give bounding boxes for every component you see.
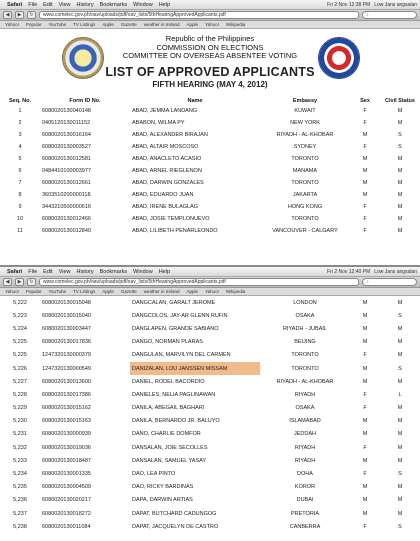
reload-button[interactable]: ↻ [27, 278, 36, 286]
browser-window-2 [0, 265, 420, 541]
col-civil-header: Civil Status [385, 98, 415, 104]
browser-toolbar [0, 10, 420, 21]
cell-form-id: 6080020130015162 [42, 405, 91, 412]
cell-form-id: 3603510200000118 [42, 192, 91, 198]
user-name[interactable]: Low Jans angsalan [374, 1, 417, 8]
col-sex-header: Sex [360, 98, 370, 104]
browser-window-1 [0, 0, 420, 265]
reload-button[interactable]: ↻ [27, 11, 36, 19]
table-row [0, 388, 420, 401]
cell-civil-status: M [397, 228, 403, 234]
cell-name: ABAD, JOSIE TEMPLONUEVO [132, 216, 210, 222]
cell-seq: 5,237 [13, 510, 27, 517]
cell-name: ABAD, LILIBETH PENARLEONDO [132, 228, 218, 234]
cell-embassy: PRETORIA [290, 510, 319, 517]
table-row [0, 309, 420, 322]
cell-name: DAPAT, BUTCHARD CADUNGOG [132, 510, 217, 517]
bookmark-item[interactable]: TV Listings [73, 289, 96, 294]
table-row [0, 296, 420, 309]
cell-sex: M [362, 484, 368, 491]
cell-sex: M [362, 339, 368, 346]
comelec-seal-icon [62, 37, 104, 79]
cell-form-id: 6080020130013600 [42, 378, 91, 385]
cell-name: ABAD, JEMMA LANDANG [132, 108, 198, 114]
cell-civil-status: M [397, 352, 403, 359]
back-button[interactable]: ◀ [3, 11, 12, 19]
cell-sex: M [362, 132, 368, 138]
cell-name: ABABON, WILMA PY [132, 120, 185, 126]
table-row [0, 349, 420, 362]
table-row [0, 428, 420, 441]
cell-name: DANILA, ABEGAIL BAGHARI [132, 405, 205, 412]
applicants-table-page1 [0, 97, 420, 237]
cell-seq: 5,230 [13, 418, 27, 425]
menu-window[interactable]: Window [133, 268, 153, 275]
forward-button[interactable]: ▶ [15, 11, 24, 19]
table-row [0, 177, 420, 189]
cell-sex: F [363, 204, 367, 210]
bookmark-item[interactable]: Apple [102, 289, 114, 294]
document-subtitle: FIFTH HEARING (MAY 4, 2012) [152, 79, 268, 89]
cell-seq: 5,224 [13, 325, 27, 332]
cell-embassy: TORONTO [291, 180, 319, 186]
header-commission: COMMISSION ON ELECTIONS [156, 42, 264, 52]
clock: Fri 2 Nov 12:38 PM [327, 1, 371, 8]
bookmark-item[interactable]: Yahoo! [5, 289, 19, 294]
applicants-table-page2 [0, 296, 420, 533]
col-name-header: Name [187, 98, 203, 104]
table-row [0, 507, 420, 520]
cell-embassy: KOROR [294, 484, 316, 491]
cell-seq: 5,229 [13, 405, 27, 412]
cell-embassy: TORONTO [291, 352, 319, 359]
cell-name: DANIZALAN, LOU JANSSEN MISSAM [130, 362, 260, 375]
cell-embassy: HONG KONG [287, 204, 323, 210]
cell-civil-status: M [397, 108, 403, 114]
table-row [0, 494, 420, 507]
cell-seq: 9 [18, 204, 22, 210]
cell-name: ABAD, ANACLETO ACASIO [132, 156, 202, 162]
cell-embassy: CANBERRA [289, 523, 321, 530]
cell-embassy: RIYADH - AL-KHOBAR [276, 378, 334, 385]
cell-form-id: 6080020130016164 [42, 132, 91, 138]
table-row [0, 225, 420, 237]
cell-sex: M [362, 192, 368, 198]
cell-embassy: TORONTO [291, 156, 319, 162]
cell-embassy: RIYADH - JUBAIL [283, 325, 327, 332]
table-body-page1 [0, 105, 420, 237]
document-header [0, 29, 420, 97]
cell-embassy: RIYADH - AL-KHOBAR [276, 132, 334, 138]
menu-history[interactable]: History [76, 268, 94, 275]
cell-seq: 8 [18, 192, 22, 198]
menu-help[interactable]: Help [158, 1, 170, 8]
cell-civil-status: M [397, 299, 403, 306]
cell-sex: F [363, 216, 367, 222]
cell-form-id: 6080020130012661 [42, 180, 91, 186]
cell-seq: 5,226 [13, 365, 27, 372]
cell-civil-status: M [397, 484, 403, 491]
cell-seq: 2 [18, 120, 22, 126]
oav-logo-icon [318, 37, 360, 79]
cell-seq: 5,225 [13, 352, 27, 359]
back-button[interactable]: ◀ [3, 278, 12, 286]
cell-civil-status: M [397, 120, 403, 126]
user-name[interactable]: Low Jans angsalan [374, 268, 417, 275]
cell-name: DANGO, NORMAN PLARAS [132, 339, 203, 346]
cell-sex: F [363, 228, 367, 234]
table-row [0, 129, 420, 141]
cell-seq: 7 [18, 180, 22, 186]
cell-seq: 5,238 [13, 523, 27, 530]
cell-sex: F [363, 108, 367, 114]
table-row [0, 441, 420, 454]
cell-sex: M [362, 418, 368, 425]
cell-name: DANSALAN, SAMUEL YASAY [132, 457, 207, 464]
col-embassy-header: Embassy [292, 98, 318, 104]
cell-form-id: 6080020130040148 [42, 108, 91, 114]
bookmark-item[interactable]: Apple [186, 22, 198, 27]
col-form-header: Form ID No. [69, 98, 101, 104]
cell-name: DANGCALAN, GARALT JEROME [132, 299, 216, 306]
cell-civil-status: M [397, 431, 403, 438]
cell-form-id: 6080020130019036 [42, 444, 91, 451]
cell-form-id: 6080020130015048 [42, 299, 91, 306]
cell-name: DAPAT, JACQUELYN DE CASTRO [132, 523, 219, 530]
cell-embassy: TORONTO [291, 365, 319, 372]
cell-form-id: 6080020130012466 [42, 216, 91, 222]
cell-civil-status: S [398, 312, 402, 319]
cell-civil-status: M [397, 339, 403, 346]
cell-name: DANILA, BERNARDO JR. BALUYO [132, 418, 220, 425]
menu-history[interactable]: History [76, 1, 94, 8]
cell-sex: M [362, 312, 368, 319]
menu-view[interactable]: View [58, 1, 71, 8]
cell-seq: 1 [18, 108, 22, 114]
bookmark-item[interactable]: Popular [25, 22, 42, 27]
cell-civil-status: S [398, 144, 402, 150]
menu-bookmarks[interactable]: Bookmarks [99, 1, 128, 8]
bookmark-item[interactable]: Gazette [120, 289, 137, 294]
cell-embassy: RIYADH [294, 444, 316, 451]
cell-embassy: KUWAIT [294, 108, 316, 114]
cell-seq: 5,227 [13, 378, 27, 385]
cell-form-id: 1247320130000379 [42, 352, 91, 359]
table-row [0, 415, 420, 428]
cell-form-id: 6080020130000939 [42, 431, 91, 438]
cell-sex: M [362, 156, 368, 162]
cell-embassy: JEDDAH [293, 431, 316, 438]
cell-name: ABAD, ALTAIR MOSCOSO [132, 144, 199, 150]
cell-sex: F [363, 352, 367, 359]
cell-civil-status: M [397, 444, 403, 451]
cell-sex: F [363, 120, 367, 126]
cell-civil-status: M [397, 216, 403, 222]
cell-sex: F [363, 523, 367, 530]
cell-civil-status: M [397, 405, 403, 412]
cell-form-id: 6080020130012840 [42, 228, 91, 234]
menu-edit[interactable]: Edit [43, 268, 53, 275]
cell-name: DANO, CHARLIE DOMFOR [132, 431, 201, 438]
cell-form-id: 6080020130018272 [42, 510, 91, 517]
cell-civil-status: M [397, 168, 403, 174]
cell-name: DAO, RICKY BARDINAS [132, 484, 194, 491]
cell-name: DAPA, DARWIN ARTIAS [132, 497, 193, 504]
table-row [0, 189, 420, 201]
cell-seq: 5,235 [13, 484, 27, 491]
cell-form-id: 6080020130017386 [42, 391, 91, 398]
bookmarks-bar [0, 288, 420, 296]
clock: Fri 2 Nov 12:40 PM [327, 268, 371, 275]
cell-form-id: 6080020130020217 [42, 497, 91, 504]
cell-civil-status: M [397, 204, 403, 210]
bookmark-item[interactable]: Apple [186, 289, 198, 294]
cell-embassy: MANAMA [292, 168, 318, 174]
cell-civil-status: M [397, 497, 403, 504]
bookmark-item[interactable]: weather in Ireland [143, 289, 180, 294]
cell-seq: 3 [18, 132, 22, 138]
bookmarks-bar [0, 21, 420, 29]
table-row [0, 336, 420, 349]
cell-civil-status: M [397, 325, 403, 332]
bookmark-item[interactable]: Wikipedia [225, 22, 246, 27]
address-bar[interactable]: www.comelec.gov.ph/oav/uploads/pdf/oav_lists/5thHearingApprovedApplicants.pdf [39, 11, 359, 19]
menu-safari[interactable]: Safari [7, 1, 23, 8]
menu-bookmarks[interactable]: Bookmarks [99, 268, 128, 275]
cell-seq: 5,232 [13, 444, 27, 451]
cell-seq: 5,234 [13, 471, 27, 478]
table-header-row [0, 97, 420, 105]
cell-form-id: 6080020130015040 [42, 312, 91, 319]
cell-embassy: BEIJING [294, 339, 316, 346]
document-title: LIST OF APPROVED APPLICANTS [105, 64, 315, 79]
bookmark-item[interactable]: Wikipedia [225, 289, 246, 294]
cell-form-id: 6080020130001335 [42, 471, 91, 478]
cell-embassy: JAKARTA [292, 192, 318, 198]
table-row [0, 201, 420, 213]
cell-name: ABAD, IRENE BULAGLAG [132, 204, 199, 210]
cell-seq: 5,222 [13, 299, 27, 306]
cell-name: DANGULAN, MARVILYN DEL CARMEN [132, 352, 231, 359]
cell-civil-status: S [398, 523, 402, 530]
menu-window[interactable]: Window [133, 1, 153, 8]
cell-seq: 5,228 [13, 391, 27, 398]
cell-embassy: TORONTO [291, 216, 319, 222]
cell-sex: M [362, 457, 368, 464]
cell-embassy: NEW YORK [290, 120, 320, 126]
table-row [0, 402, 420, 415]
bookmark-item[interactable]: TV Listings [73, 22, 96, 27]
cell-seq: 5,223 [13, 312, 27, 319]
table-row [0, 467, 420, 480]
cell-civil-status: M [397, 378, 403, 385]
search-field[interactable]: ⌕ [362, 278, 417, 286]
table-row [0, 481, 420, 494]
cell-name: DAO, LEA PINTO [132, 471, 176, 478]
cell-seq: 5,233 [13, 457, 27, 464]
cell-sex: M [362, 299, 368, 306]
table-row [0, 454, 420, 467]
cell-embassy: RIYADH [294, 391, 316, 398]
cell-sex: M [362, 168, 368, 174]
cell-form-id: 6080020130003527 [42, 144, 91, 150]
cell-civil-status: M [397, 192, 403, 198]
table-row [0, 117, 420, 129]
cell-name: DANGLAPEN, GRANDE SABIANO [132, 325, 219, 332]
table-row [0, 520, 420, 533]
forward-button[interactable]: ▶ [15, 278, 24, 286]
cell-name: DANIEL, RODEL BACORDIO [132, 378, 205, 385]
cell-form-id: 0484410100003977 [42, 168, 91, 174]
cell-form-id: 6080020130017836 [42, 339, 91, 346]
cell-embassy: SYDNEY [293, 144, 317, 150]
header-committee: COMMITTEE ON OVERSEAS ABSENTEE VOTING [122, 51, 298, 60]
cell-seq: 6 [18, 168, 22, 174]
cell-embassy: ISLAMABAD [289, 418, 321, 425]
cell-name: DANIELES, NELIA PAGLINAWAN [132, 391, 216, 398]
cell-embassy: LONDON [293, 299, 317, 306]
cell-embassy: OSAKA [295, 312, 315, 319]
table-row [0, 165, 420, 177]
table-row [0, 213, 420, 225]
cell-civil-status: S [398, 471, 402, 478]
cell-sex: F [363, 444, 367, 451]
cell-civil-status: M [397, 180, 403, 186]
cell-seq: 5,231 [13, 431, 27, 438]
menu-help[interactable]: Help [158, 268, 170, 275]
cell-sex: M [362, 325, 368, 332]
cell-sex: F [363, 471, 367, 478]
cell-embassy: VANCOUVER - CALGARY [272, 228, 338, 234]
bookmark-item[interactable]: Gazette [120, 22, 137, 27]
menu-view[interactable]: View [58, 268, 71, 275]
search-field[interactable]: ⌕ [362, 11, 417, 19]
cell-embassy: OSAKA [295, 405, 315, 412]
cell-civil-status: S [398, 132, 402, 138]
cell-form-id: 6080020130015163 [42, 418, 91, 425]
bookmark-item[interactable]: weather in Ireland [143, 22, 180, 27]
cell-embassy: RIYADH [294, 457, 316, 464]
cell-name: ABAD, ALEXANDER BIRAJAN [132, 132, 208, 138]
cell-sex: F [363, 405, 367, 412]
cell-embassy: DOHA [297, 471, 313, 478]
table-row [0, 105, 420, 117]
cell-seq: 5 [18, 156, 22, 162]
cell-civil-status: M [397, 457, 403, 464]
cell-form-id: 1247320130000549 [42, 365, 91, 372]
cell-form-id: 6080020130012581 [42, 156, 91, 162]
cell-civil-status: M [397, 156, 403, 162]
menu-safari[interactable]: Safari [7, 268, 23, 275]
bookmark-item[interactable]: Yahoo! [5, 22, 19, 27]
cell-name: DANGCOLOS, JAY-AR GLENN RUFIN [132, 312, 228, 319]
cell-name: ABAD, DARWIN GONZALES [132, 180, 204, 186]
bookmark-item[interactable]: Apple [102, 22, 114, 27]
cell-seq: 4 [18, 144, 22, 150]
bookmark-item[interactable]: Yahoo! [204, 289, 219, 294]
cell-name: ABAD, ARNEL RIEGLENON [132, 168, 202, 174]
cell-sex: F [363, 144, 367, 150]
cell-civil-status: M [397, 510, 403, 517]
menu-bar [0, 0, 420, 10]
cell-civil-status: L [398, 391, 402, 398]
cell-sex: M [362, 378, 368, 385]
menu-file[interactable]: File [28, 268, 38, 275]
cell-sex: M [362, 365, 368, 372]
cell-sex: M [362, 180, 368, 186]
cell-seq: 5,225 [13, 339, 27, 346]
cell-sex: M [362, 431, 368, 438]
cell-embassy: DUBAI [296, 497, 314, 504]
cell-civil-status: S [398, 365, 402, 372]
header-republic: Republic of the Philippines [165, 34, 255, 43]
cell-seq: 5,236 [13, 497, 27, 504]
table-row [0, 153, 420, 165]
cell-name: DANSALAN, JOIE SECOLLES [132, 444, 208, 451]
address-bar[interactable]: www.comelec.gov.ph/oav/uploads/pdf/oav_lists/5thHearingApprovedApplicants.pdf [39, 278, 359, 286]
cell-form-id: 6080020130011084 [42, 523, 91, 530]
bookmark-item[interactable]: YouTube [48, 22, 67, 27]
cell-form-id: 6080020130004509 [42, 484, 91, 491]
browser-toolbar [0, 277, 420, 288]
cell-form-id: 6080020130003447 [42, 325, 91, 332]
cell-seq: 11 [17, 228, 23, 234]
menu-file[interactable]: File [28, 1, 38, 8]
table-body-page2 [0, 296, 420, 533]
bookmark-item[interactable]: Popular [25, 289, 42, 294]
cell-form-id: 3443210500000616 [42, 204, 91, 210]
table-row [0, 141, 420, 153]
menu-edit[interactable]: Edit [43, 1, 53, 8]
cell-form-id: 0405120130011152 [42, 120, 91, 126]
table-row-highlighted [0, 362, 420, 375]
cell-form-id: 6080020130018487 [42, 457, 91, 464]
col-seq-header: Seq. No. [8, 98, 31, 104]
table-row [0, 375, 420, 388]
cell-civil-status: M [397, 418, 403, 425]
bookmark-item[interactable]: YouTube [48, 289, 67, 294]
table-row [0, 322, 420, 335]
cell-seq: 10 [16, 216, 24, 222]
cell-sex: M [362, 497, 368, 504]
cell-name: ABAD, EDUARDO JUAN [132, 192, 194, 198]
bookmark-item[interactable]: Yahoo! [204, 22, 219, 27]
cell-sex: F [363, 391, 367, 398]
menu-bar [0, 267, 420, 277]
cell-sex: M [362, 510, 368, 517]
